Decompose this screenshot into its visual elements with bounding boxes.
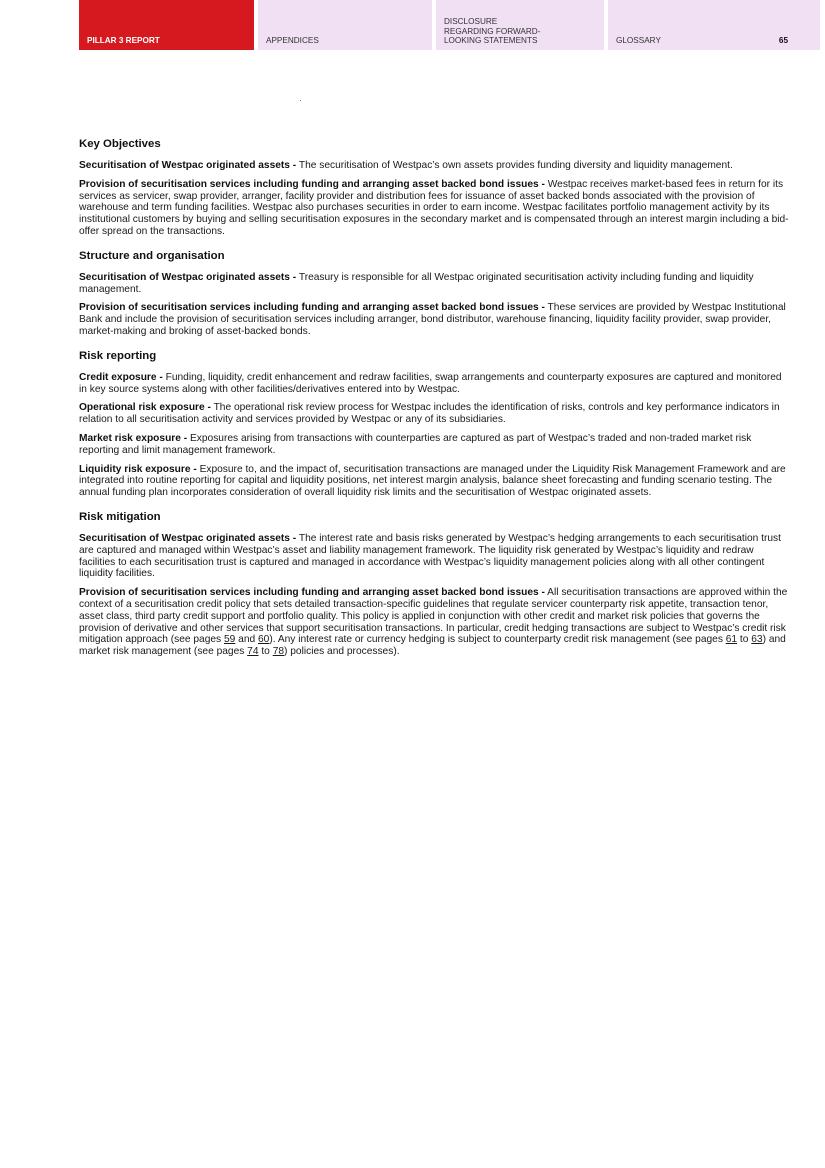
paragraph-text: Treasury is responsible for all Westpac originated securitisation activity including funding and liquidity management.	[79, 271, 754, 295]
tab-appendices[interactable]	[258, 0, 432, 50]
stray-dot	[300, 100, 301, 101]
paragraph-text: ) policies and processes).	[284, 646, 400, 658]
paragraph-lead: Provision of securitisation services including funding and arranging asset backed bond issues -	[79, 587, 545, 599]
tab-forward-looking-label	[444, 17, 540, 46]
tab-label-line-3: LOOKING STATEMENTS	[444, 36, 538, 46]
section-heading-risk-mitigation: Risk mitigation	[79, 510, 161, 523]
section-heading-key-objectives: Key Objectives	[79, 138, 161, 150]
page-link-59[interactable]: 59	[223, 634, 236, 646]
paragraph-text: to	[737, 634, 752, 646]
paragraph-text: Exposures arising from transactions with counterparties are captured as part of Westpac’s traded and non-traded market risk reporting and limit management framework.	[79, 432, 752, 456]
tab-pillar-3-report-label: PILLAR 3 REPORT	[87, 36, 160, 46]
tab-glossary-label: GLOSSARY	[616, 36, 661, 46]
paragraph-text: ) and market risk management (see pages	[79, 634, 786, 658]
paragraph-lead: Liquidity risk exposure -	[79, 463, 197, 475]
paragraph	[79, 433, 791, 457]
paragraph-text: ). Any interest rate or currency hedging is subject to counterparty credit risk management (see pages	[269, 634, 726, 646]
tab-glossary[interactable]	[608, 0, 820, 50]
paragraph	[79, 464, 791, 499]
page-link-74[interactable]: 74	[247, 646, 259, 658]
paragraph-text: All securitisation transactions are approved within the context of a securitisation credit policy that sets detailed transaction-specific guidelines that regulate servicer counterparty risk appetite, transaction tenor, asset class, third party credit support and portfolio quality. This policy is applied in conjunction with other credit and market risk policies that governs the provision of derivative and other services that support securitisation transactions. In particular, credit hedging transactions are subject to Westpac’s credit risk mitigation approach (see pages	[79, 587, 788, 646]
paragraph-lead: Provision of securitisation services including funding and arranging asset backed bond issues -	[79, 178, 545, 190]
paragraph-text: These services are provided by Westpac Institutional Bank and include the provision of securitisation services including arranger, bond distributor, warehouse financing, liquidity facility provider, swap provider, market-making and broking of asset-backed bonds.	[79, 302, 786, 337]
page-link-60[interactable]: 60	[258, 634, 270, 646]
paragraph-lead: Securitisation of Westpac originated assets -	[79, 532, 297, 544]
paragraph	[79, 302, 791, 337]
paragraph	[79, 533, 791, 580]
paragraph-text: and	[235, 634, 258, 646]
paragraph	[79, 587, 791, 658]
paragraph-text: to	[258, 646, 273, 658]
paragraph-text: The securitisation of Westpac’s own assets provides funding diversity and liquidity management.	[296, 160, 733, 171]
paragraph-text: Funding, liquidity, credit enhancement and redraw facilities, swap arrangements and counterparty exposures are captured and monitored in key source systems along with other facilities/derivatives entered into by Westpac.	[79, 371, 782, 395]
tab-forward-looking-statements[interactable]	[436, 0, 604, 50]
paragraph-lead: Provision of securitisation services including funding and arranging asset backed bond issues -	[79, 302, 545, 314]
paragraph	[79, 402, 791, 426]
main-content	[79, 137, 791, 665]
tab-pillar-3-report[interactable]	[79, 0, 254, 50]
paragraph-lead: Securitisation of Westpac originated assets -	[79, 160, 297, 171]
paragraph	[79, 160, 791, 172]
page-number: 65	[778, 36, 788, 46]
tab-appendices-label: APPENDICES	[266, 36, 319, 46]
paragraph-text: Exposure to, and the impact of, securitisation transactions are managed under the Liquidity Risk Management Framework and are integrated into routine reporting for capital and liquidity positions, net interest margin analysis, balance sheet forecasting and funding scenario testing. The annual funding plan incorporates consideration of overall liquidity risk limits and the securitisation of Westpac originated assets.	[79, 463, 786, 499]
paragraph-text: The interest rate and basis risks generated by Westpac’s hedging arrangements to each securitisation trust are captured and managed within Westpac’s asset and liability management framework. The liquidity risk generated by Westpac’s liquidity and redraw facilities to each securitisation trust is captured and managed in accordance with Westpac’s liquidity management policies along with all other contingent liquidity facilities.	[79, 532, 781, 580]
paragraph-lead: Securitisation of Westpac originated assets -	[79, 271, 297, 283]
tab-label-line-2: REGARDING FORWARD-	[444, 26, 541, 36]
paragraph-lead: Market risk exposure -	[79, 432, 188, 444]
paragraph-lead: Operational risk exposure -	[79, 402, 211, 414]
paragraph	[79, 372, 791, 396]
section-heading-structure: Structure and organisation	[79, 249, 225, 262]
top-navigation	[79, 0, 820, 50]
paragraph-text: Westpac receives market-based fees in return for its services as servicer, swap provider, arranger, facility provider and distribution fees for issuance of asset backed bonds associated with the provision of warehouse and term funding facilities. Westpac also purchases securities in order to earn income. Westpac facilitates portfolio management activity by its institutional customers by buying and selling securitisation exposures in the secondary market and is compensated through an interest margin including a bid-offer spread on the transactions.	[79, 178, 789, 237]
tab-label-line-1: DISCLOSURE	[444, 17, 498, 27]
paragraph-text: The operational risk review process for Westpac includes the identification of risks, controls and key performance indicators in relation to all securitisation activity and services provided by Westpac or any of its subsidiaries.	[79, 402, 780, 426]
paragraph-lead: Credit exposure -	[79, 371, 163, 383]
section-heading-risk-reporting: Risk reporting	[79, 349, 157, 362]
page-link-61[interactable]: 61	[725, 634, 738, 646]
page-link-78[interactable]: 78	[272, 646, 285, 658]
paragraph	[79, 272, 791, 296]
paragraph	[79, 179, 791, 238]
page-link-63[interactable]: 63	[751, 634, 763, 646]
